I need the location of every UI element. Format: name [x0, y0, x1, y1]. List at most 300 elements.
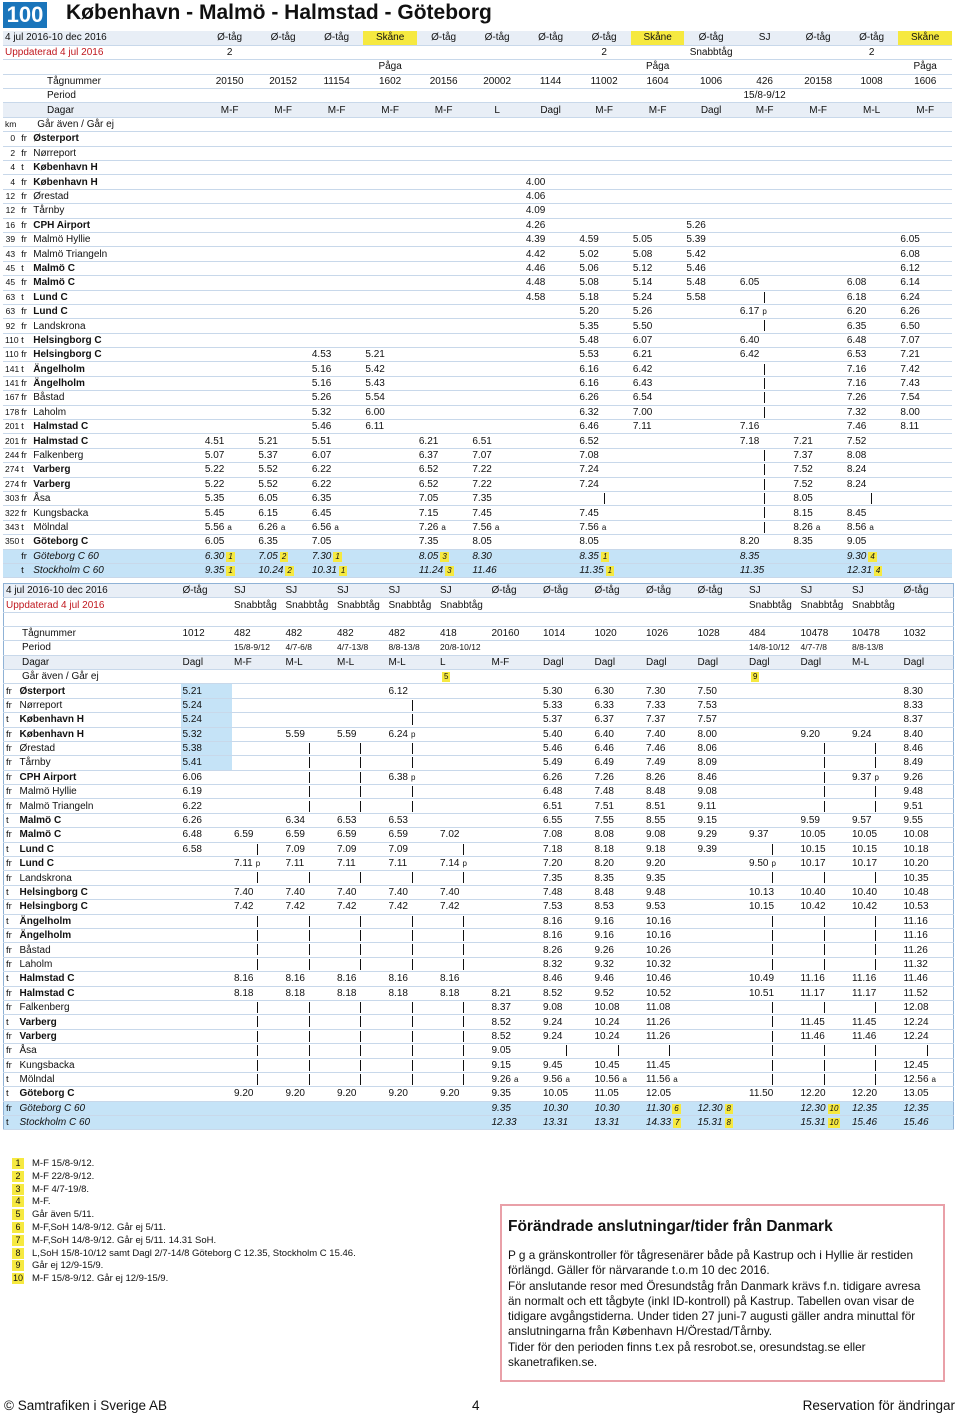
time-cell: [284, 698, 336, 712]
time-cell: [203, 175, 257, 189]
time-cell: [232, 986, 284, 1000]
also-cell: [284, 669, 336, 683]
departure-time: 6.53: [388, 815, 408, 827]
pass-through-marker: [309, 959, 310, 970]
time-cell: [696, 1072, 748, 1086]
operator-sub-row-cell: [845, 60, 899, 74]
train-number-row-label: Tågnummer: [3, 74, 203, 88]
pass-through-marker: [309, 1045, 310, 1056]
time-cell: [490, 885, 542, 899]
time-cell: [684, 492, 738, 506]
time-cell: [387, 1015, 439, 1029]
time-cell: [203, 232, 257, 246]
time-cell: [799, 900, 851, 914]
departure-time: 8.51: [646, 800, 666, 812]
footer-disclaimer: Reservation för ändringar: [802, 1398, 955, 1413]
time-cell: [747, 813, 799, 827]
time-cell: [747, 943, 799, 957]
station-row: [3, 189, 952, 203]
time-cell: [541, 828, 593, 842]
time-cell: [310, 333, 364, 347]
station-row: [3, 420, 952, 434]
footnote-ref: 1: [335, 551, 340, 561]
time-cell: [696, 1101, 748, 1115]
time-cell: [850, 1000, 902, 1014]
pass-through-marker: [309, 916, 310, 927]
departure-time: 10.16: [646, 930, 672, 942]
station-row: [4, 828, 954, 842]
departure-time: 4.46: [525, 262, 546, 274]
time-cell: [524, 492, 578, 506]
time-cell: [738, 520, 792, 534]
departure-time: 6.30: [204, 550, 225, 562]
time-cell: [335, 1044, 387, 1058]
empty-cell: [738, 117, 792, 131]
departure-time: 9.24: [543, 1016, 563, 1028]
departure-time: 7.42: [337, 901, 357, 913]
pass-through-marker: [360, 1031, 361, 1042]
pass-through-marker: [257, 944, 258, 955]
info-box: [500, 1204, 945, 1382]
pass-through-marker: [257, 1002, 258, 1013]
time-cell: [524, 420, 578, 434]
time-cell: [417, 420, 471, 434]
pass-through-marker: [257, 930, 258, 941]
time-cell: [417, 276, 471, 290]
departure-time: 5.16: [311, 363, 332, 375]
pass-through-marker: [764, 522, 765, 533]
days-row-cell: Dagl: [696, 655, 748, 669]
departure-time: 6.15: [258, 507, 278, 519]
station-row: [4, 698, 954, 712]
time-cell: [256, 434, 310, 448]
time-cell: [438, 1072, 490, 1086]
station-name: Helsingborg C: [18, 885, 181, 899]
footnote-number: 8: [12, 1248, 24, 1259]
station-name: CPH Airport: [18, 770, 181, 784]
time-cell: [181, 1072, 233, 1086]
time-cell: [684, 506, 738, 520]
time-cell: [799, 698, 851, 712]
time-cell: [577, 261, 631, 275]
period-row-label: Period: [3, 89, 203, 103]
snabbtag-row-label: [4, 598, 181, 612]
time-cell: [284, 713, 336, 727]
time-cell: [747, 871, 799, 885]
departure-time: 8.33: [903, 699, 923, 711]
time-cell: [470, 247, 524, 261]
pass-through-marker: [412, 916, 413, 927]
time-cell: [417, 232, 471, 246]
footnote-ref: 1: [228, 551, 233, 561]
time-cell: [644, 957, 696, 971]
departure-time: 12.05: [646, 1088, 672, 1100]
time-cell: [898, 463, 952, 477]
time-cell: [738, 132, 792, 146]
time-cell: [438, 713, 490, 727]
departure-time: 5.08: [579, 277, 599, 289]
train-number-row-cell: 10478: [799, 626, 851, 640]
time-cell: [181, 871, 233, 885]
station-name: Laholm: [18, 957, 181, 971]
station-name: Falkenberg: [18, 1000, 181, 1014]
footnote-number: 10: [12, 1273, 23, 1284]
time-cell: [696, 713, 748, 727]
departure-time: 8.18: [594, 843, 614, 855]
time-cell: [524, 218, 578, 232]
time-cell: [845, 304, 899, 318]
time-cell: [747, 1101, 799, 1115]
also-runs-row: [4, 669, 954, 683]
station-fr-t: fr: [19, 204, 31, 218]
time-cell: [738, 448, 792, 462]
time-cell: [335, 770, 387, 784]
train-number-row-cell: 1602: [363, 74, 417, 88]
time-cell: [470, 520, 524, 534]
departure-time: 5.48: [579, 334, 599, 346]
station-name: CPH Airport: [31, 218, 203, 232]
time-cell: [256, 348, 310, 362]
pass-through-marker: [824, 743, 825, 754]
time-cell: [684, 204, 738, 218]
operator-row-cell: SJ: [747, 584, 799, 598]
time-cell: [593, 1000, 645, 1014]
time-cell: [902, 957, 954, 971]
time-cell: [438, 900, 490, 914]
snabbtag-row-cell: Snabbtåg: [232, 598, 284, 612]
departure-time: 5.05: [632, 234, 653, 246]
station-fr-t: t: [19, 563, 31, 577]
time-cell: [387, 914, 439, 928]
time-cell: [417, 146, 471, 160]
time-cell: [524, 563, 578, 577]
time-cell: [684, 362, 738, 376]
days-row-cell: L: [438, 655, 490, 669]
station-fr-t: fr: [4, 986, 18, 1000]
pass-through-marker: [412, 1060, 413, 1071]
time-cell: [631, 506, 685, 520]
departure-time: 11.16: [903, 930, 928, 942]
time-cell: [799, 684, 851, 698]
departure-time: 7.00: [632, 406, 653, 418]
time-cell: [577, 477, 631, 491]
departure-time: 6.59: [388, 829, 408, 841]
departure-time: 8.35: [579, 550, 599, 562]
station-km: 343: [3, 520, 19, 534]
time-cell: [747, 741, 799, 755]
time-cell: [256, 290, 310, 304]
pass-through-marker: [309, 1016, 310, 1027]
time-cell: [696, 785, 748, 799]
train-number-row-cell: 1006: [684, 74, 738, 88]
time-cell: [284, 1058, 336, 1072]
time-suffix: a: [622, 1075, 627, 1085]
time-cell: [850, 957, 902, 971]
departure-time: 7.08: [579, 450, 599, 462]
time-cell: [902, 1000, 954, 1014]
departure-time: 8.53: [594, 901, 614, 913]
time-cell: [644, 857, 696, 871]
operator-row-cell: SJ: [284, 584, 336, 598]
station-km: 12: [3, 204, 19, 218]
time-cell: [335, 900, 387, 914]
pass-through-marker: [412, 1031, 413, 1042]
time-cell: [684, 520, 738, 534]
time-cell: [644, 1087, 696, 1101]
time-cell: [898, 146, 952, 160]
time-cell: [747, 1044, 799, 1058]
station-fr-t: t: [19, 535, 31, 549]
empty-cell: [417, 117, 471, 131]
departure-time: 6.40: [739, 334, 760, 346]
departure-time: 8.18: [440, 987, 460, 999]
footnote-ref: 1: [340, 566, 346, 576]
pass-through-marker: [875, 786, 876, 797]
time-cell: [470, 549, 524, 563]
time-cell: [898, 161, 952, 175]
time-cell: [845, 448, 899, 462]
departure-time: 7.43: [900, 378, 920, 390]
time-cell: [902, 986, 954, 1000]
pass-through-marker: [764, 450, 765, 461]
departure-time: 11.16: [800, 973, 825, 985]
time-cell: [232, 900, 284, 914]
time-cell: [799, 741, 851, 755]
time-cell: [631, 175, 685, 189]
time-cell: [898, 405, 952, 419]
departure-time: 6.22: [182, 800, 202, 812]
time-cell: [845, 290, 899, 304]
time-cell: [850, 900, 902, 914]
time-cell: [417, 290, 471, 304]
pass-through-marker: [772, 872, 773, 883]
days-row-cell: Dagl: [747, 655, 799, 669]
footnote-item: [12, 1222, 356, 1235]
time-cell: [310, 175, 364, 189]
time-cell: [541, 1000, 593, 1014]
train-number-row-cell: 1144: [524, 74, 578, 88]
train-number-row-cell: 1606: [898, 74, 952, 88]
time-cell: [738, 290, 792, 304]
departure-time: 7.49: [646, 757, 666, 769]
station-name: Båstad: [18, 943, 181, 957]
time-cell: [684, 448, 738, 462]
time-cell: [747, 957, 799, 971]
time-cell: [232, 1044, 284, 1058]
station-name: Ängelholm: [18, 914, 181, 928]
operator-row-cell: Skåne: [631, 31, 685, 45]
departure-time: 10.20: [903, 858, 929, 870]
departure-time: 9.59: [800, 815, 820, 827]
departure-time: 5.18: [579, 291, 599, 303]
time-cell: [387, 698, 439, 712]
period-row-cell: 14/8-10/12: [747, 641, 799, 655]
time-cell: [541, 928, 593, 942]
pass-through-marker: [257, 959, 258, 970]
station-row: [3, 304, 952, 318]
station-fr-t: fr: [4, 943, 18, 957]
time-suffix: a: [565, 1075, 570, 1085]
train-number-row-cell: 1020: [593, 626, 645, 640]
days-row-label: Dagar: [4, 655, 181, 669]
pass-through-marker: [463, 944, 464, 955]
departure-time: 9.26: [594, 944, 614, 956]
time-cell: [631, 161, 685, 175]
time-cell: [232, 857, 284, 871]
departure-time: 9.20: [285, 1088, 305, 1100]
time-cell: [387, 871, 439, 885]
time-cell: [684, 463, 738, 477]
time-cell: [902, 756, 954, 770]
note-row-cell: [738, 45, 792, 59]
train-number-row-cell: 484: [747, 626, 799, 640]
time-cell: [181, 1000, 233, 1014]
pass-through-marker: [875, 1045, 876, 1056]
pass-through-marker: [412, 872, 413, 883]
pass-through-marker: [824, 1002, 825, 1013]
departure-time: 6.38: [388, 771, 408, 783]
time-cell: [850, 799, 902, 813]
time-cell: [541, 943, 593, 957]
time-cell: [696, 770, 748, 784]
note-row-cell: [310, 45, 364, 59]
time-cell: [902, 1044, 954, 1058]
time-cell: [845, 232, 899, 246]
station-name: Åsa: [31, 492, 203, 506]
time-cell: [335, 1101, 387, 1115]
departure-time: 7.11: [388, 858, 408, 870]
time-cell: [747, 713, 799, 727]
time-cell: [902, 1072, 954, 1086]
departure-time: 12.24: [903, 1030, 929, 1042]
also-runs-row: [3, 117, 952, 131]
time-cell: [232, 871, 284, 885]
departure-time: 4.59: [579, 234, 599, 246]
station-row: [3, 261, 952, 275]
station-name: Åsa: [18, 1044, 181, 1058]
pass-through-marker: [309, 1060, 310, 1071]
time-cell: [203, 189, 257, 203]
time-cell: [363, 204, 417, 218]
departure-time: 6.07: [632, 334, 653, 346]
time-cell: [256, 189, 310, 203]
station-row: [4, 1087, 954, 1101]
time-cell: [232, 1101, 284, 1115]
time-cell: [310, 506, 364, 520]
time-cell: [335, 785, 387, 799]
station-row: [3, 161, 952, 175]
time-cell: [541, 986, 593, 1000]
time-cell: [181, 1087, 233, 1101]
departure-time: 5.42: [686, 248, 706, 260]
station-row: [3, 563, 952, 577]
time-cell: [696, 972, 748, 986]
time-cell: [181, 1015, 233, 1029]
time-cell: [593, 1116, 645, 1130]
departure-time: 13.31: [543, 1117, 569, 1129]
time-cell: [524, 175, 578, 189]
time-cell: [256, 218, 310, 232]
departure-time: 11.30: [646, 1102, 671, 1114]
footnote-item: [12, 1273, 356, 1286]
time-cell: [593, 857, 645, 871]
time-cell: [593, 828, 645, 842]
time-cell: [203, 276, 257, 290]
time-cell: [577, 563, 631, 577]
time-cell: [256, 247, 310, 261]
station-km: 274: [3, 477, 19, 491]
departure-time: 7.26: [418, 521, 439, 533]
days-row-cell: M-F: [791, 103, 845, 117]
time-cell: [232, 972, 284, 986]
time-cell: [631, 218, 685, 232]
departure-time: 7.33: [646, 699, 666, 711]
time-cell: [335, 1072, 387, 1086]
departure-time: 10.05: [543, 1088, 569, 1100]
time-cell: [310, 232, 364, 246]
time-cell: [284, 871, 336, 885]
blank-row: [4, 612, 954, 626]
station-km: 178: [3, 405, 19, 419]
time-cell: [799, 885, 851, 899]
operator-sub-row-cell: [577, 60, 631, 74]
time-cell: [284, 943, 336, 957]
departure-time: 6.16: [579, 363, 599, 375]
also-cell: [799, 669, 851, 683]
departure-time: 11.16: [852, 973, 877, 985]
time-cell: [490, 799, 542, 813]
time-cell: [845, 362, 899, 376]
time-cell: [438, 928, 490, 942]
time-cell: [898, 175, 952, 189]
time-cell: [470, 506, 524, 520]
departure-time: 8.16: [337, 973, 357, 985]
time-cell: [387, 1058, 439, 1072]
departure-time: 7.09: [388, 843, 408, 855]
station-row: [3, 290, 952, 304]
departure-time: 8.35: [739, 550, 760, 562]
departure-time: 8.26: [543, 944, 563, 956]
days-row-cell: Dagl: [181, 655, 233, 669]
footnote-item: [12, 1235, 356, 1248]
departure-time: 5.26: [311, 392, 332, 404]
station-row: [3, 376, 952, 390]
pass-through-marker: [360, 757, 361, 768]
time-cell: [363, 261, 417, 275]
station-row: [3, 549, 952, 563]
pass-through-marker: [360, 1002, 361, 1013]
also-runs-label: Går även / Går ej: [4, 669, 181, 683]
pass-through-marker: [412, 930, 413, 941]
operator-sub-row-cell: [310, 60, 364, 74]
note-row-cell: [363, 45, 417, 59]
time-cell: [417, 434, 471, 448]
time-cell: [799, 1072, 851, 1086]
departure-time: 12.08: [903, 1002, 929, 1014]
time-cell: [644, 785, 696, 799]
time-cell: [799, 1087, 851, 1101]
departure-time: 8.00: [900, 406, 920, 418]
time-cell: [631, 204, 685, 218]
departure-time: 5.26: [632, 306, 653, 318]
time-cell: [850, 972, 902, 986]
station-name: Göteborg C: [31, 535, 203, 549]
days-row-cell: Dagl: [593, 655, 645, 669]
time-cell: [791, 204, 845, 218]
station-fr-t: fr: [4, 957, 18, 971]
time-cell: [696, 1029, 748, 1043]
departure-time: 6.35: [311, 493, 332, 505]
